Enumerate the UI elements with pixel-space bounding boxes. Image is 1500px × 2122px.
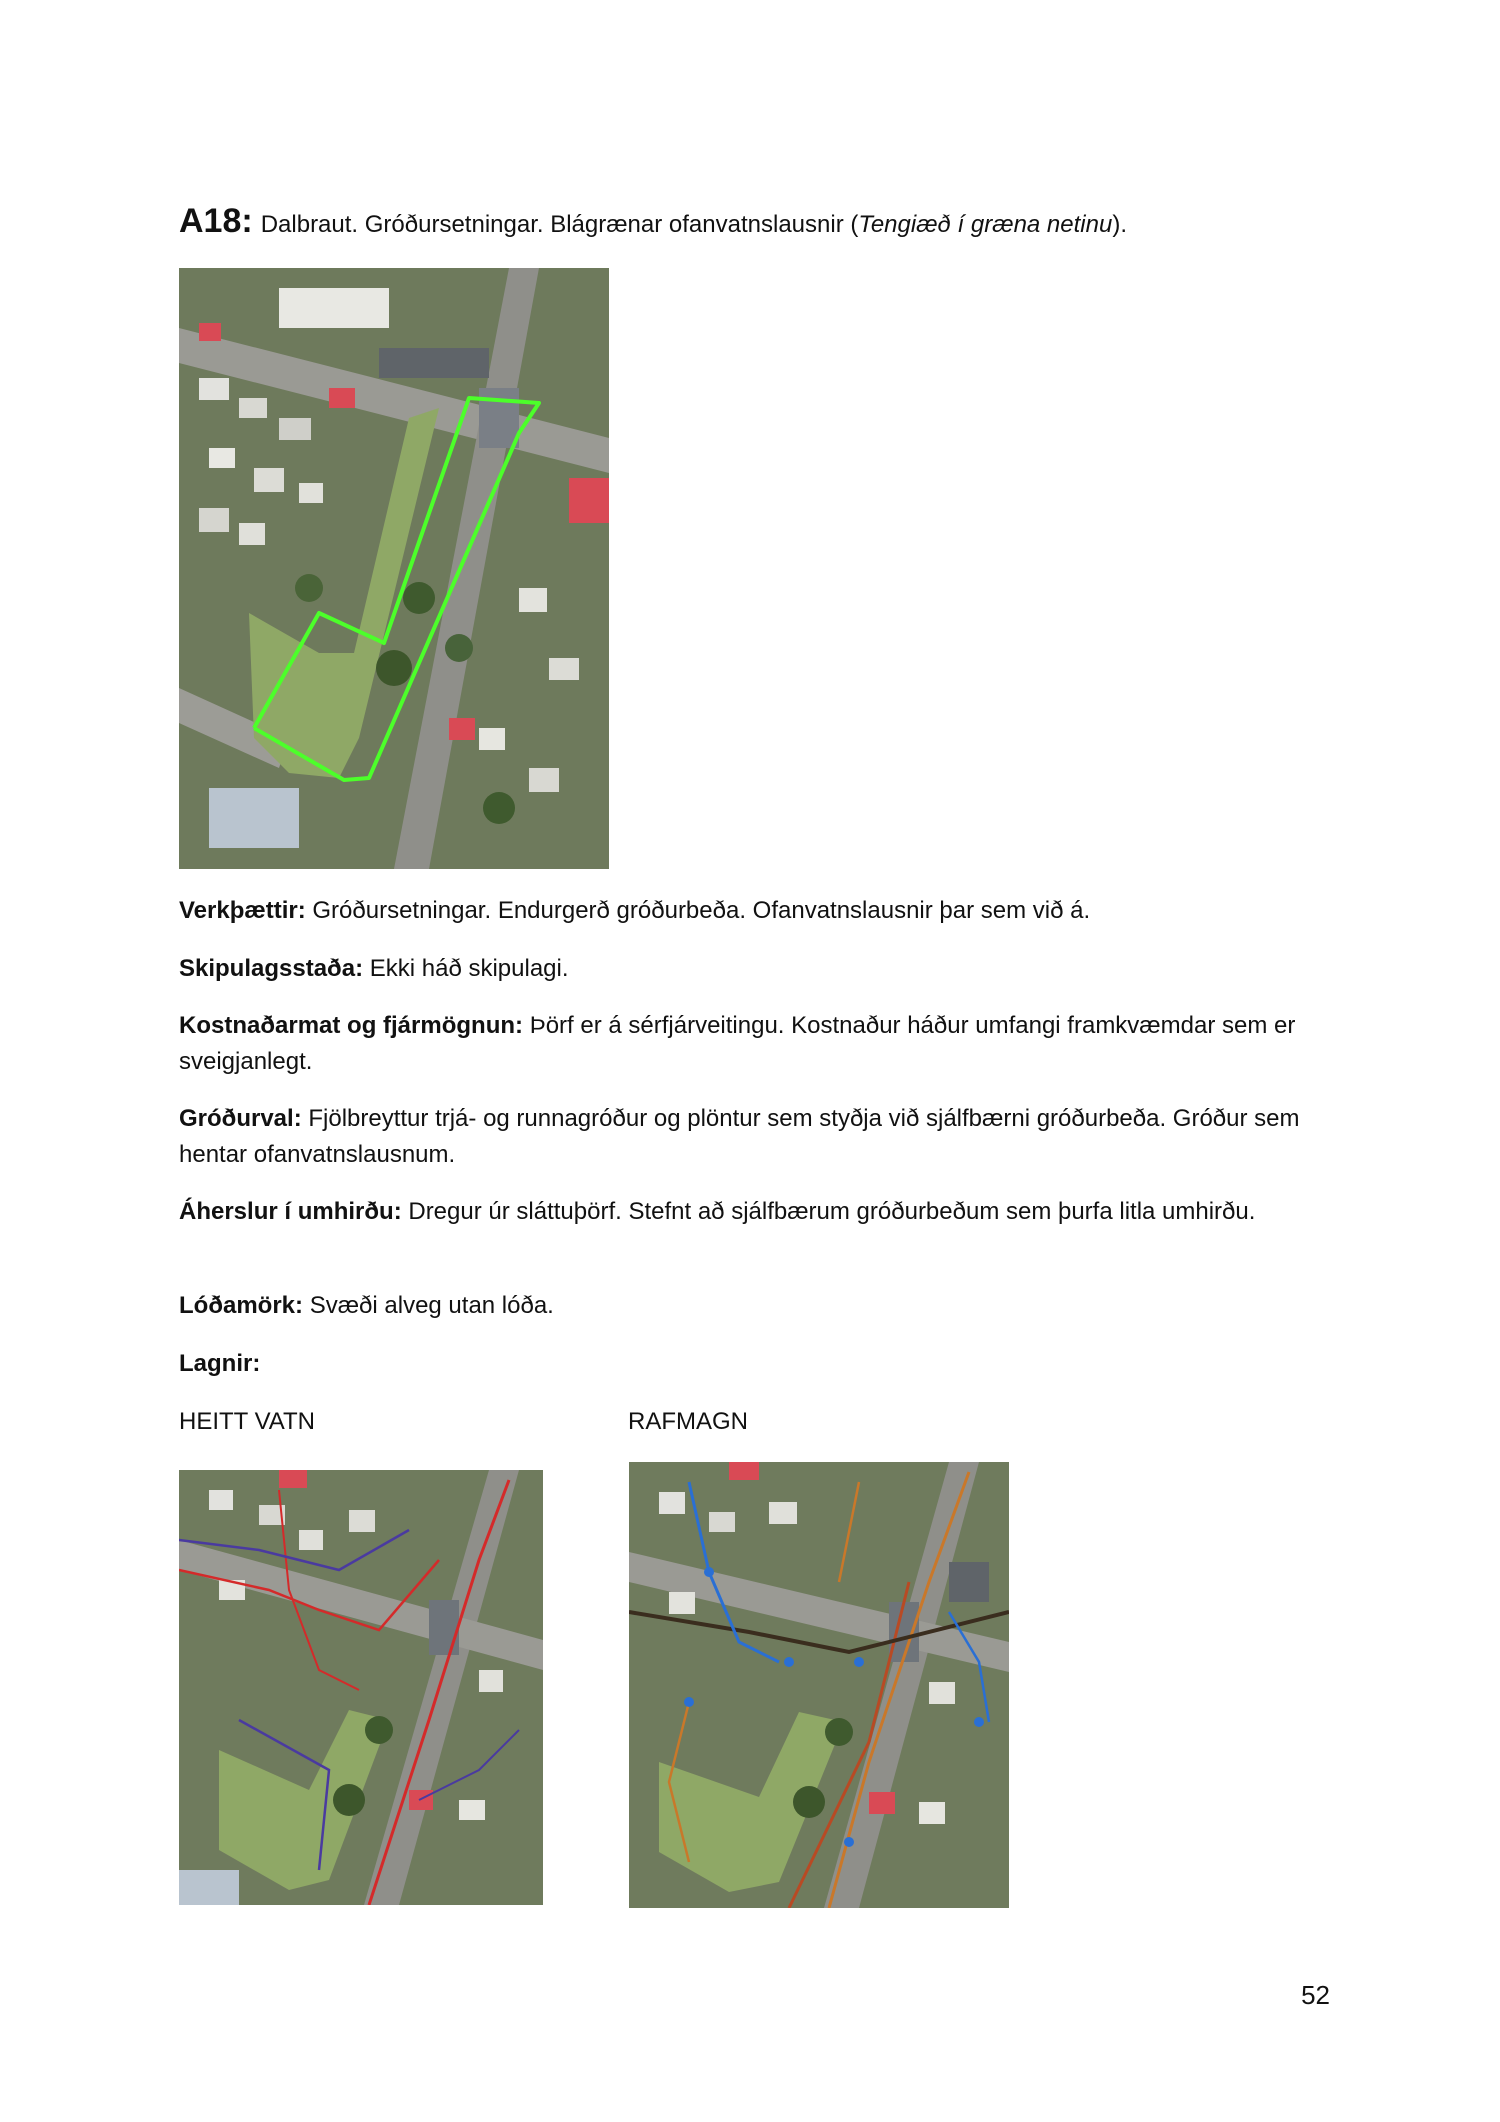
section-label: Lagnir: xyxy=(179,1350,261,1377)
section-label: Áherslur í umhirðu: xyxy=(179,1198,402,1225)
section-lagnir xyxy=(179,1346,1349,1382)
caption-heitt-vatn: HEITT VATN xyxy=(179,1408,316,1435)
map-heitt-vatn xyxy=(179,1470,543,1905)
section-label: Verkþættir: xyxy=(179,897,306,924)
section-text: Dregur úr sláttuþörf. Stefnt að sjálfbærum gróðurbeðum sem þurfa litla umhirðu. xyxy=(408,1198,1256,1225)
heading-text: Dalbraut. Gróðursetningar. Blágrænar ofanvatnslausnir ( xyxy=(260,211,859,238)
section-text: Gróðursetningar. Endurgerð gróðurbeða. Ofanvatnslausnir þar sem við á. xyxy=(312,897,1091,924)
section-aherslur xyxy=(179,1194,1349,1230)
section-text: Ekki háð skipulagi. xyxy=(369,955,569,982)
caption-rafmagn: RAFMAGN xyxy=(628,1408,748,1435)
section-text: Svæði alveg utan lóða. xyxy=(309,1292,554,1319)
section-label: Kostnaðarmat og fjármögnun: xyxy=(179,1012,524,1039)
heading-text-end: ). xyxy=(1112,211,1127,238)
aerial-map-main xyxy=(179,268,609,869)
section-heading xyxy=(179,204,1127,242)
section-label: Lóðamörk: xyxy=(179,1292,304,1319)
heading-italic: Tengiæð í græna netinu xyxy=(858,211,1113,238)
map-rafmagn xyxy=(629,1462,1009,1908)
section-kostnadarmat xyxy=(179,1008,1349,1080)
section-text: Þörf er á sérfjárveitingu. Kostnaður háður umfangi framkvæmdar sem er sveigjanlegt. xyxy=(179,1012,1296,1075)
section-skipulagsstada xyxy=(179,951,1349,987)
section-grodurval xyxy=(179,1101,1349,1173)
page-number: 52 xyxy=(1301,1980,1330,2010)
section-label: Gróðurval: xyxy=(179,1105,302,1132)
section-lodamork xyxy=(179,1288,1349,1324)
section-code: A18: xyxy=(179,202,253,240)
section-verkthaettir xyxy=(179,893,1349,929)
section-label: Skipulagsstaða: xyxy=(179,955,364,982)
section-text: Fjölbreyttur trjá- og runnagróður og plöntur sem styðja við sjálfbærni gróðurbeða. Gróður sem hentar ofanvatnslausnum. xyxy=(179,1105,1300,1168)
